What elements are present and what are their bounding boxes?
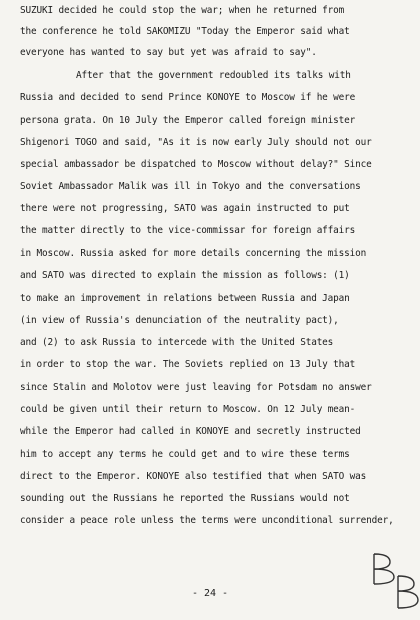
text-line: special ambassador be dispatched to Moscow without delay?" Since — [20, 159, 372, 170]
text-line: consider a peace role unless the terms were unconditional surrender, — [20, 515, 394, 526]
text-line: while the Emperor had called in KONOYE and secretly instructed — [20, 426, 361, 437]
text-line: and (2) to ask Russia to intercede with the United States — [20, 337, 334, 348]
text-line: sounding out the Russians he reported the Russians would not — [20, 493, 350, 504]
text-line: Russia and decided to send Prince KONOYE to Moscow if he were — [20, 92, 356, 103]
text-line: him to accept any terms he could get and to wire these terms — [20, 449, 350, 460]
text-line: direct to the Emperor. KONOYE also testified that when SATO was — [20, 471, 367, 482]
text-line: SUZUKI decided he could stop the war; when he returned from — [20, 5, 345, 16]
text-line: in order to stop the war. The Soviets replied on 13 July that — [20, 359, 356, 370]
text-line: could be given until their return to Moscow. On 12 July mean- — [20, 404, 356, 415]
text-line: in Moscow. Russia asked for more details concerning the mission — [20, 248, 367, 259]
text-line: and SATO was directed to explain the mission as follows: (1) — [20, 270, 350, 281]
handwritten-b-mark-icon — [368, 550, 420, 610]
text-line: to make an improvement in relations between Russia and Japan — [20, 293, 350, 304]
page-number: - 24 - — [191, 588, 229, 599]
text-line: there were not progressing, SATO was again instructed to put — [20, 203, 350, 214]
text-line: the matter directly to the vice-commissar for foreign affairs — [20, 225, 356, 236]
text-line: persona grata. On 10 July the Emperor called foreign minister — [20, 115, 356, 126]
text-line: since Stalin and Molotov were just leaving for Potsdam no answer — [20, 382, 372, 393]
paragraph-first-line: After that the government redoubled its talks with — [76, 70, 351, 81]
text-line: everyone has wanted to say but yet was afraid to say". — [20, 47, 317, 58]
text-line: Soviet Ambassador Malik was ill in Tokyo and the conversations — [20, 181, 361, 192]
text-line: (in view of Russia's denunciation of the neutrality pact), — [20, 315, 339, 326]
text-line: Shigenori TOGO and said, "As it is now early July should not our — [20, 137, 372, 148]
text-line: the conference he told SAKOMIZU "Today the Emperor said what — [20, 26, 350, 37]
